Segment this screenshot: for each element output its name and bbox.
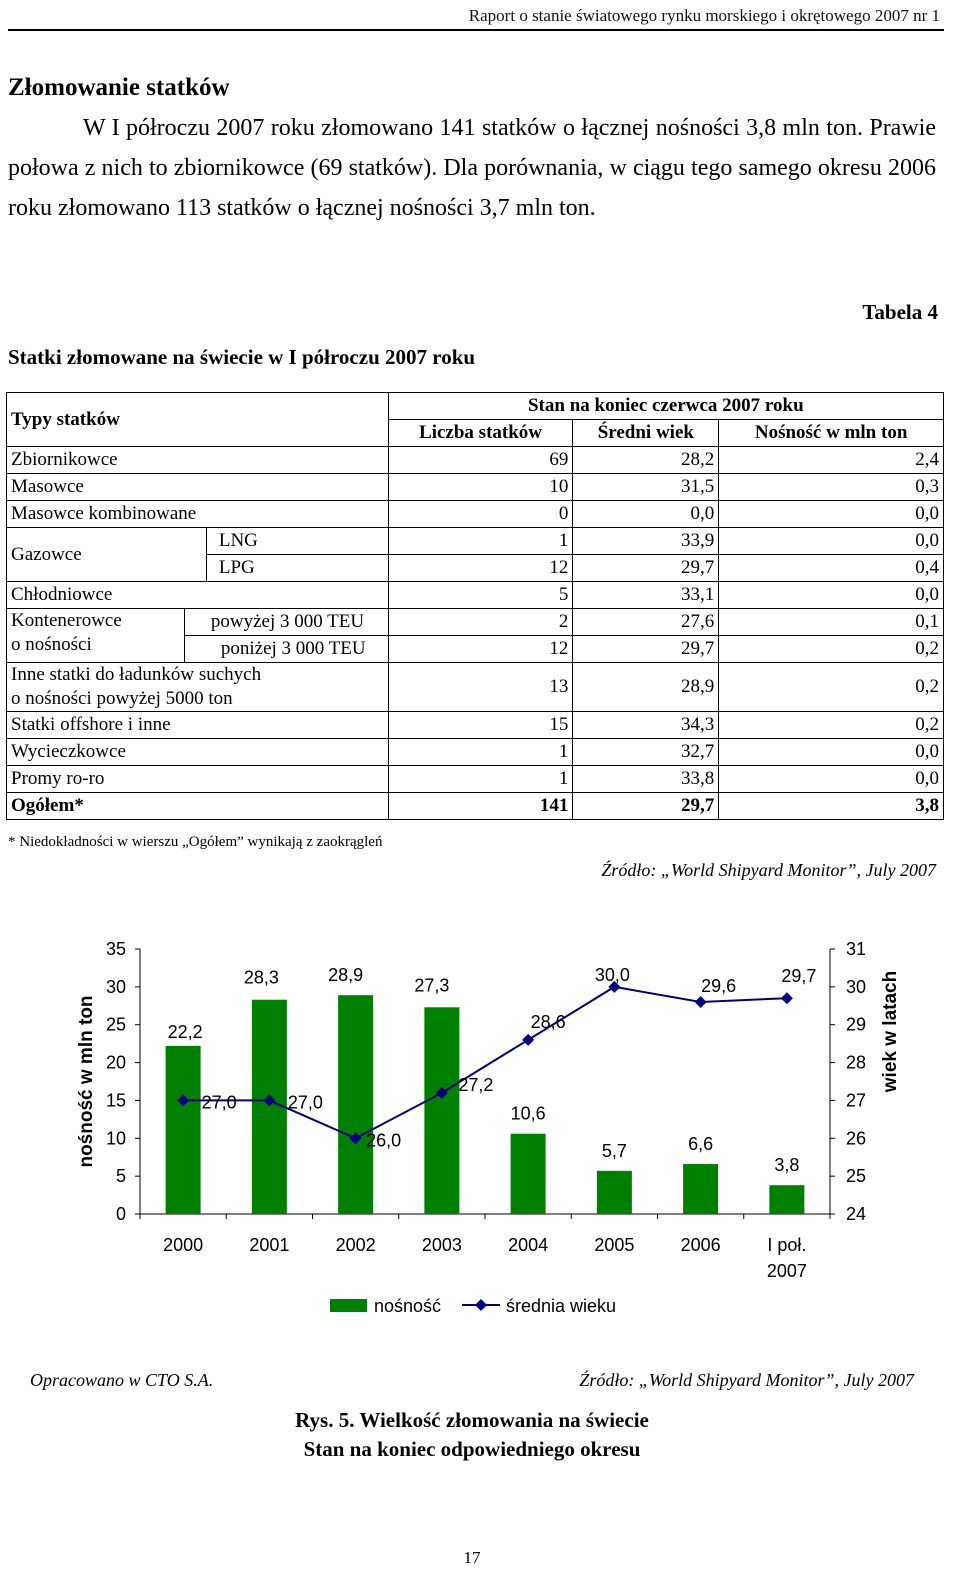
y-tick-label-left: 25 bbox=[105, 1014, 126, 1035]
x-tick-label: 2007 bbox=[766, 1261, 807, 1281]
bar-data-label: 27,3 bbox=[414, 975, 450, 996]
x-tick-label: 2006 bbox=[680, 1235, 721, 1255]
x-tick-label: 2002 bbox=[335, 1235, 376, 1255]
cell-count: 2 bbox=[388, 609, 573, 636]
y-tick-label-right: 25 bbox=[846, 1166, 867, 1187]
cell-count: 69 bbox=[388, 447, 573, 474]
line-data-label: 30,0 bbox=[594, 964, 630, 985]
row-sublabel: LNG bbox=[206, 528, 388, 555]
scrapping-chart bbox=[0, 925, 960, 1345]
y-tick-label-left: 20 bbox=[105, 1052, 126, 1073]
table-total-row bbox=[7, 793, 944, 820]
cell-age: 33,9 bbox=[573, 528, 719, 555]
bar-data-label: 22,2 bbox=[167, 1021, 203, 1042]
cell-capacity: 0,2 bbox=[719, 712, 944, 739]
table-row bbox=[7, 712, 944, 739]
cell-age: 33,1 bbox=[573, 582, 719, 609]
cell-capacity: 0,1 bbox=[719, 609, 944, 636]
cell-capacity: 0,0 bbox=[719, 528, 944, 555]
y-tick-label-right: 28 bbox=[846, 1052, 867, 1073]
cell-count: 10 bbox=[388, 474, 573, 501]
bar-data-label: 5,7 bbox=[601, 1140, 627, 1161]
bar bbox=[597, 1171, 632, 1214]
y-tick-label-left: 0 bbox=[115, 1204, 126, 1224]
y-tick-label-right: 29 bbox=[846, 1014, 867, 1035]
row-label-line: o nośności bbox=[11, 634, 92, 655]
caption-line: Rys. 5. Wielkość złomowania na świecie bbox=[295, 1408, 649, 1432]
line-data-label: 27,0 bbox=[201, 1092, 237, 1113]
line-marker bbox=[781, 992, 793, 1004]
row-label bbox=[7, 663, 389, 712]
row-label: Masowce kombinowane bbox=[7, 501, 389, 528]
table-footnote: * Niedokładności w wierszu „Ogółem” wynikają z zaokrągleń bbox=[8, 834, 383, 850]
cell-capacity: 2,4 bbox=[719, 447, 944, 474]
cell-age: 31,5 bbox=[573, 474, 719, 501]
table-row bbox=[7, 766, 944, 793]
table-row bbox=[7, 447, 944, 474]
bar bbox=[424, 1007, 459, 1214]
scrapping-table bbox=[6, 392, 944, 820]
legend-label-bars: nośność bbox=[374, 1296, 442, 1316]
x-tick-label: 2000 bbox=[163, 1235, 204, 1255]
x-tick-label: 2004 bbox=[508, 1235, 549, 1255]
page-number: 17 bbox=[463, 1548, 481, 1567]
intro-paragraph: W I półroczu 2007 roku złomowano 141 statków o łącznej nośności 3,8 mln ton. Prawie połowa z nich to zbiornikowce (69 statków). Dla porównania, w ciągu tego samego okresu 2006 roku złomowano 113 statków o łącznej nośności 3,7 mln ton. bbox=[8, 115, 936, 221]
cell-age: 28,9 bbox=[573, 663, 719, 712]
line-data-label: 28,6 bbox=[530, 1011, 566, 1032]
header-count: Liczba statków bbox=[388, 420, 573, 447]
bar-data-label: 3,8 bbox=[774, 1155, 800, 1176]
cell-capacity: 0,0 bbox=[719, 582, 944, 609]
header-types: Typy statków bbox=[7, 393, 389, 447]
y-tick-label-right: 27 bbox=[846, 1090, 867, 1111]
cell-count: 15 bbox=[388, 712, 573, 739]
x-tick-label: 2003 bbox=[421, 1235, 462, 1255]
line-marker bbox=[522, 1034, 534, 1046]
row-label: Promy ro-ro bbox=[7, 766, 389, 793]
cell-count: 5 bbox=[388, 582, 573, 609]
row-label-line: Kontenerowce bbox=[11, 610, 122, 631]
row-label: Wycieczkowce bbox=[7, 739, 389, 766]
row-sublabel: poniżej 3 000 TEU bbox=[184, 636, 388, 663]
legend-swatch-bars bbox=[330, 1299, 367, 1312]
cell-age: 29,7 bbox=[573, 793, 719, 820]
bar bbox=[511, 1134, 546, 1214]
y-tick-label-left: 30 bbox=[105, 976, 126, 997]
cell-age: 33,8 bbox=[573, 766, 719, 793]
bar bbox=[338, 995, 373, 1214]
row-label: Masowce bbox=[7, 474, 389, 501]
figure-credit: Opracowano w CTO S.A. bbox=[30, 1370, 214, 1390]
cell-capacity: 0,2 bbox=[719, 663, 944, 712]
y-tick-label-left: 35 bbox=[105, 939, 126, 959]
bar-data-label: 10,6 bbox=[510, 1103, 546, 1124]
y-tick-label-left: 10 bbox=[105, 1128, 126, 1149]
table-row bbox=[7, 663, 944, 712]
x-tick-label: I poł. bbox=[767, 1235, 807, 1255]
legend-marker-line bbox=[475, 1299, 487, 1311]
row-label: Zbiornikowce bbox=[7, 447, 389, 474]
x-tick-label: 2001 bbox=[249, 1235, 290, 1255]
line-data-label: 27,2 bbox=[458, 1074, 494, 1095]
bar-data-label: 28,9 bbox=[328, 965, 364, 986]
cell-age: 29,7 bbox=[573, 636, 719, 663]
header-age: Średni wiek bbox=[573, 420, 719, 447]
table-row bbox=[7, 474, 944, 501]
cell-count: 12 bbox=[388, 555, 573, 582]
cell-count: 1 bbox=[388, 766, 573, 793]
y-tick-label-left: 15 bbox=[105, 1090, 126, 1111]
header-group: Stan na koniec czerwca 2007 roku bbox=[388, 393, 943, 420]
cell-count: 0 bbox=[388, 501, 573, 528]
row-label: Statki offshore i inne bbox=[7, 712, 389, 739]
cell-count: 1 bbox=[388, 528, 573, 555]
section-title: Złomowanie statków bbox=[8, 74, 230, 101]
table-row bbox=[7, 739, 944, 766]
running-header: Raport o stanie światowego rynku morskiego i okrętowego 2007 nr 1 bbox=[468, 6, 940, 25]
y-axis-title-left: nośność w mln ton bbox=[76, 995, 97, 1168]
cell-age: 27,6 bbox=[573, 609, 719, 636]
bar bbox=[166, 1046, 201, 1214]
line-data-label: 29,6 bbox=[701, 976, 737, 996]
cell-capacity: 0,4 bbox=[719, 555, 944, 582]
table-row bbox=[7, 582, 944, 609]
row-label bbox=[7, 609, 185, 663]
header-capacity: Nośność w mln ton bbox=[719, 420, 944, 447]
figure-source: Źródło: „World Shipyard Monitor”, July 2007 bbox=[579, 1370, 914, 1390]
row-label: Chłodniowce bbox=[7, 582, 389, 609]
table-title: Statki złomowane na świecie w I półroczu 2007 roku bbox=[8, 345, 476, 369]
row-label-line: Inne statki do ładunków suchych bbox=[11, 664, 262, 685]
legend-label-line: średnia wieku bbox=[506, 1296, 617, 1316]
line-data-label: 26,0 bbox=[366, 1130, 402, 1151]
row-sublabel: LPG bbox=[206, 555, 388, 582]
cell-count: 141 bbox=[388, 793, 573, 820]
cell-count: 1 bbox=[388, 739, 573, 766]
bar-data-label: 6,6 bbox=[688, 1134, 714, 1155]
y-tick-label-right: 30 bbox=[846, 976, 867, 997]
cell-count: 12 bbox=[388, 636, 573, 663]
cell-capacity: 0,0 bbox=[719, 501, 944, 528]
y-tick-label-left: 5 bbox=[115, 1166, 126, 1187]
header-rule bbox=[8, 29, 944, 31]
cell-age: 34,3 bbox=[573, 712, 719, 739]
row-sublabel: powyżej 3 000 TEU bbox=[184, 609, 388, 636]
cell-age: 32,7 bbox=[573, 739, 719, 766]
y-axis-title-right: wiek w latach bbox=[880, 970, 901, 1093]
caption-line: Stan na koniec odpowiedniego okresu bbox=[303, 1437, 641, 1461]
bar bbox=[683, 1164, 718, 1214]
bar bbox=[769, 1185, 804, 1214]
table-row bbox=[7, 501, 944, 528]
table-row bbox=[7, 528, 944, 555]
cell-capacity: 0,3 bbox=[719, 474, 944, 501]
cell-age: 0,0 bbox=[573, 501, 719, 528]
bar-data-label: 28,3 bbox=[243, 967, 279, 988]
y-tick-label-right: 24 bbox=[846, 1204, 867, 1224]
cell-capacity: 0,0 bbox=[719, 766, 944, 793]
line-data-label: 29,7 bbox=[781, 966, 817, 987]
table-header-row-1 bbox=[7, 393, 944, 420]
row-label: Ogółem* bbox=[7, 793, 389, 820]
cell-age: 28,2 bbox=[573, 447, 719, 474]
figure-caption bbox=[0, 1406, 944, 1464]
table-row bbox=[7, 609, 944, 636]
cell-capacity: 3,8 bbox=[719, 793, 944, 820]
cell-count: 13 bbox=[388, 663, 573, 712]
cell-capacity: 0,0 bbox=[719, 739, 944, 766]
row-label-line: o nośności powyżej 5000 ton bbox=[11, 688, 233, 709]
table-number: Tabela 4 bbox=[862, 300, 938, 324]
cell-capacity: 0,2 bbox=[719, 636, 944, 663]
row-label: Gazowce bbox=[7, 528, 207, 582]
y-tick-label-right: 31 bbox=[846, 939, 867, 959]
x-tick-label: 2005 bbox=[594, 1235, 635, 1255]
line-data-label: 27,0 bbox=[287, 1092, 323, 1113]
cell-age: 29,7 bbox=[573, 555, 719, 582]
y-tick-label-right: 26 bbox=[846, 1128, 867, 1149]
line-marker bbox=[695, 996, 707, 1008]
table-source: Źródło: „World Shipyard Monitor”, July 2007 bbox=[601, 860, 936, 880]
